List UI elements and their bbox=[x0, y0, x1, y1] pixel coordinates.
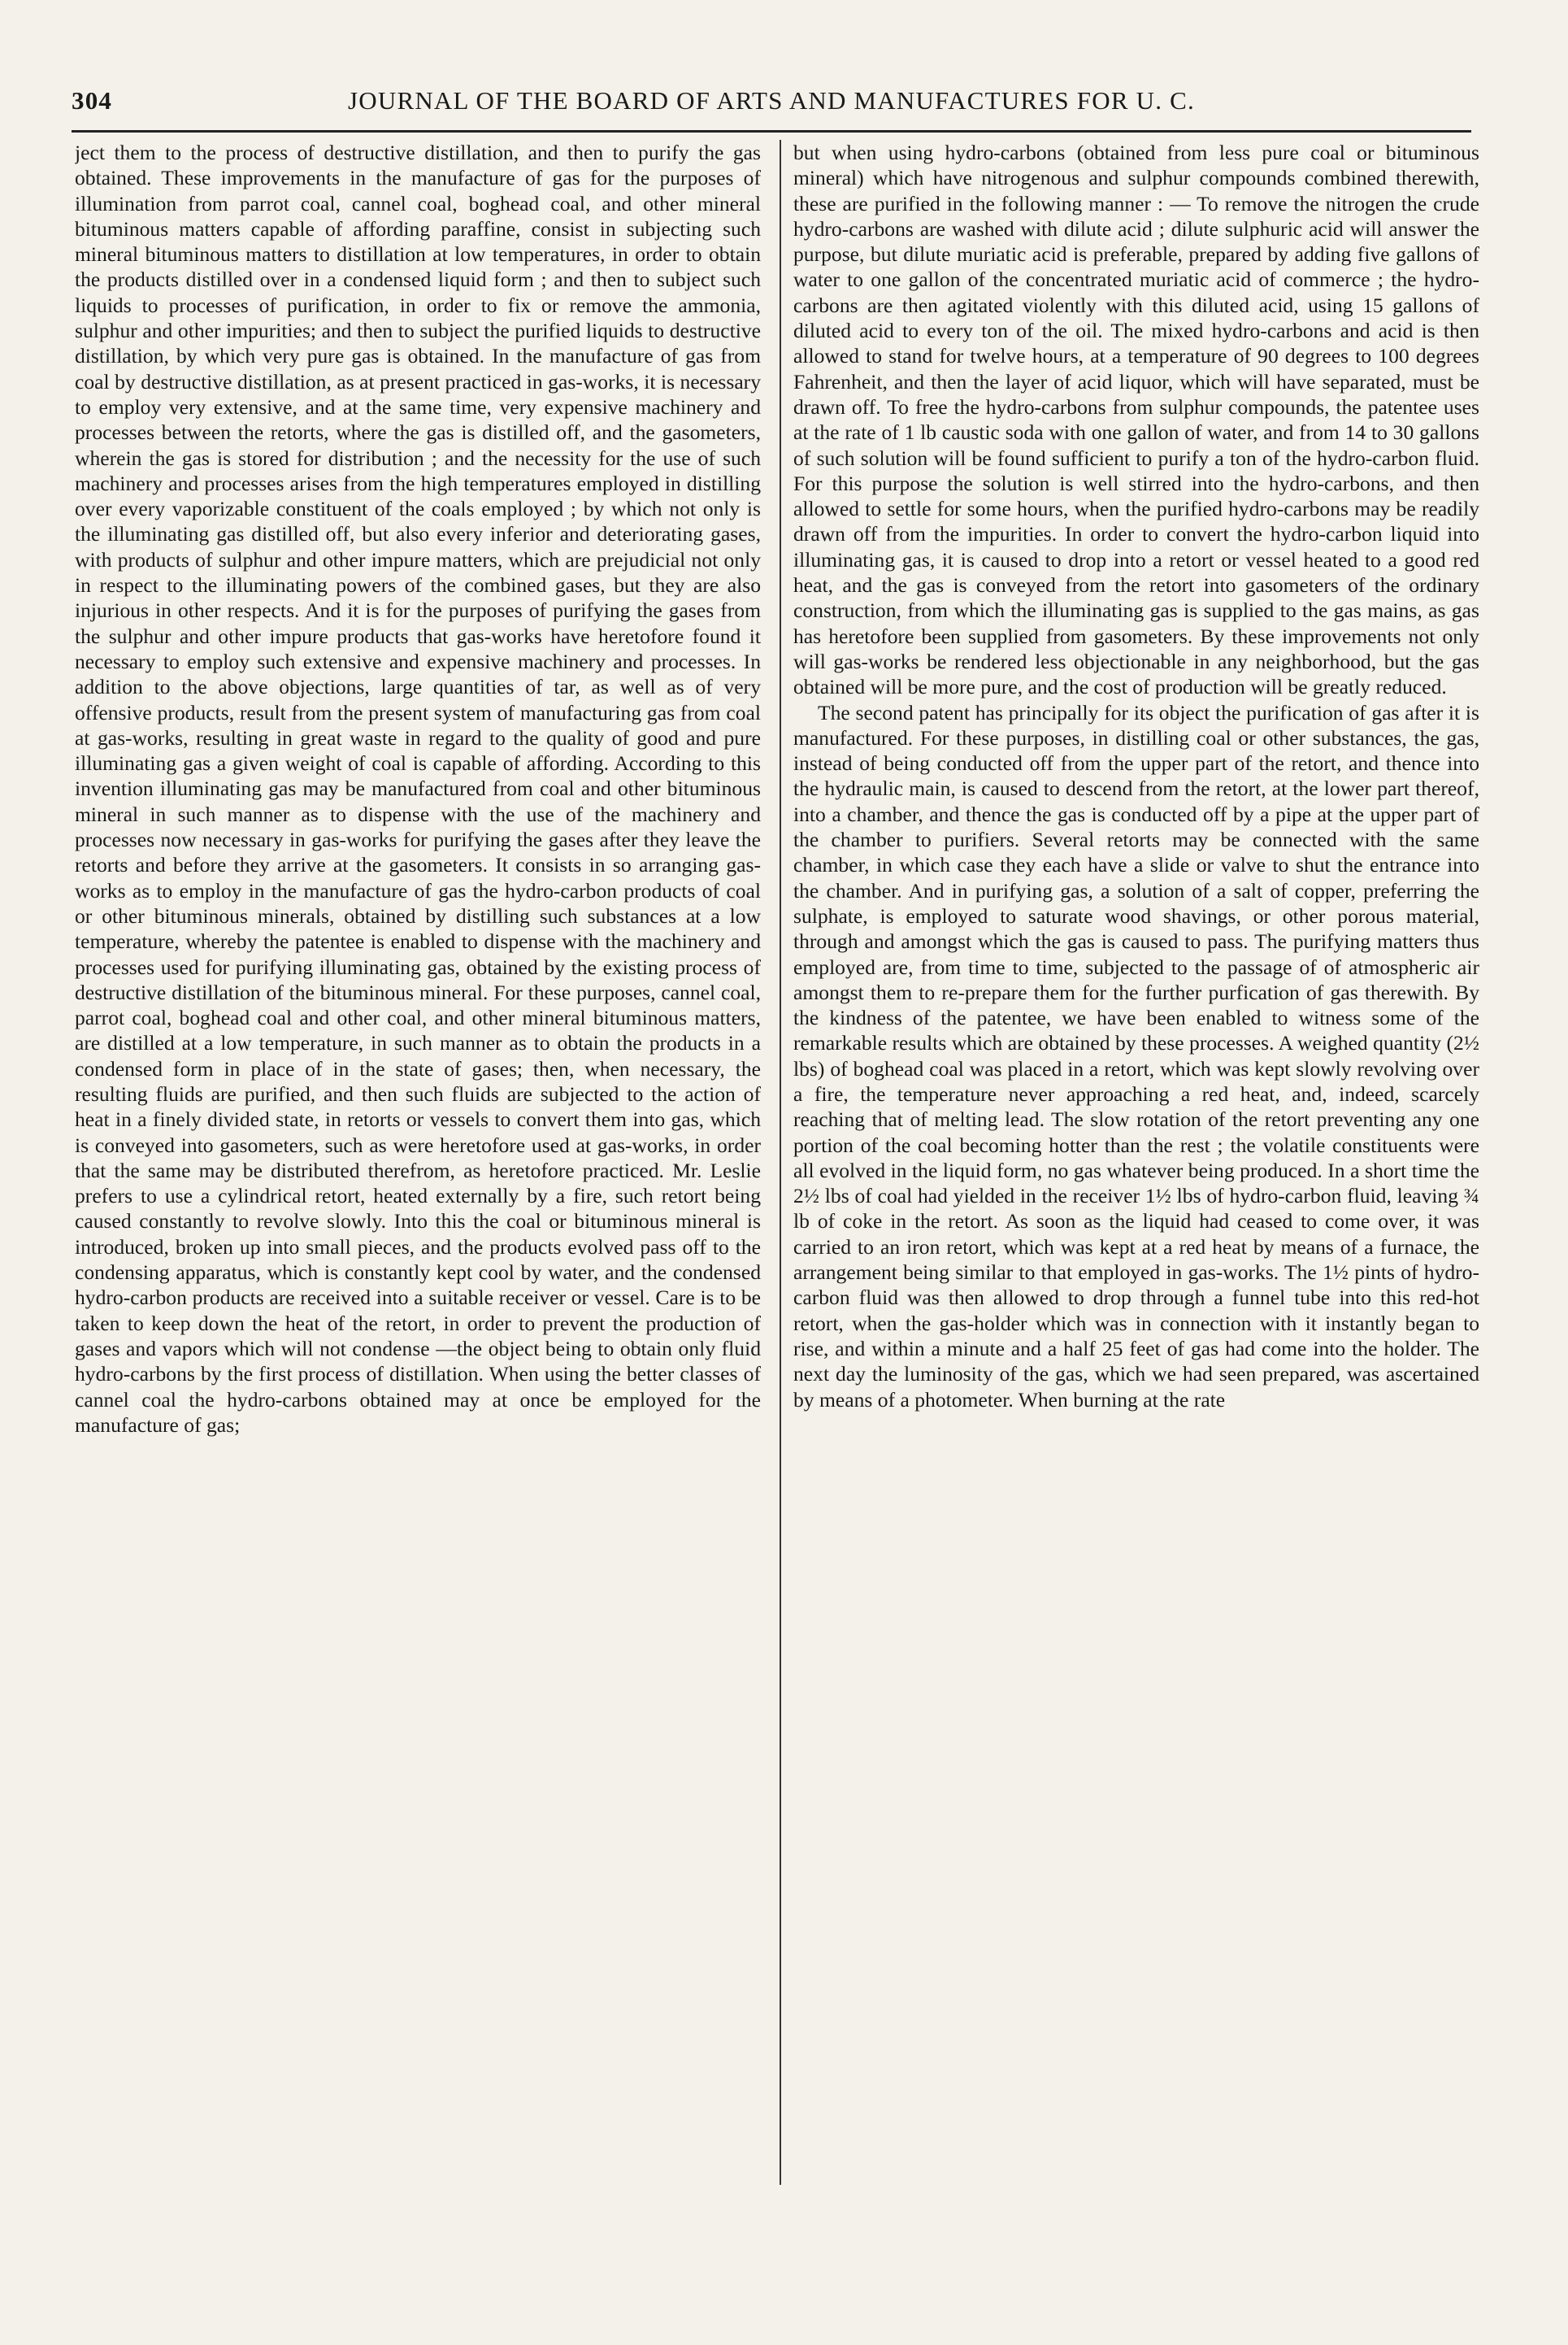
right-paragraph-2: The second patent has principally for its object the purification of gas after it is manufactured. For these purposes, in distilling coal or other substances, the gas, instead of being conducted off from the upper part of the retort, and thence into the hydraulic main, is caused to descend from the retort, at the lower part thereof, into a chamber, and thence the gas is conducted off by a pipe at the upper part of the chamber to purifiers. Several retorts may be connected with the same chamber, in which case they each have a slide or valve to shut the entrance into the chamber. And in purifying gas, a solution of a salt of copper, preferring the sulphate, is employed to saturate wood shavings, or other porous material, through and amongst which the gas is caused to pass. The purifying matters thus employed are, from time to time, subjected to the passage of of atmospheric air amongst them to re-prepare them for the further purfication of gas therewith. By the kindness of the patentee, we have been enabled to witness some of the remarkable results which are obtained by these processes. A weighed quantity (2½ lbs) of boghead coal was placed in a retort, which was kept slowly revolving over a fire, the temperature never approaching a red heat, and, indeed, scarcely reaching that of melting lead. The slow rotation of the retort preventing any one portion of the coal becoming hotter than the rest ; the volatile constituents were all evolved in the liquid form, no gas whatever being produced. In a short time the 2½ lbs of coal had yielded in the receiver 1½ lbs of hydro-carbon fluid, leaving ¾ lb of coke in the retort. As soon as the liquid had ceased to come over, it was carried to an iron retort, which was kept at a red heat by means of a furnace, the arrangement being similar to that employed in gas-works. The 1½ pints of hydro-carbon fluid was then allowed to drop through a funnel tube into this red-hot retort, when the gas-holder which was in connection with it instantly began to rise, and within a minute and a half 25 feet of gas had come into the holder. The next day the luminosity of the gas, which we had seen prepared, was ascertained by means of a photometer. When burning at the rate bbox=[793, 700, 1479, 1412]
right-column bbox=[793, 140, 1479, 2189]
left-paragraph-1: ject them to the process of destructive distillation, and then to purify the gas obtained. These improvements in the manufacture of gas for the purposes of illumination from parrot coal, cannel coal, boghead coal, and other mineral bituminous matters capable of affording paraffine, consist in subjecting such mineral bituminous matters to distillation at low temperatures, in order to obtain the products distilled over in a condensed liquid form ; and then to subject such liquids to processes of purification, in order to fix or remove the ammonia, sulphur and other impurities; and then to subject the purified liquids to destructive distillation, by which very pure gas is obtained. In the manufacture of gas from coal by destructive distillation, as at present practiced in gas-works, it is necessary to employ very extensive, and at the same time, very expensive machinery and processes between the retorts, where the gas is distilled off, and the gasometers, wherein the gas is stored for distribution ; and the necessity for the use of such machinery and processes arises from the high temperatures employed in distilling over every vaporizable constituent of the coals employed ; by which not only is the illuminating gas distilled off, but also every inferior and deteriorating gases, with products of sulphur and other impure matters, which are prejudicial not only in respect to the illuminating powers of the combined gases, but they are also injurious in other respects. And it is for the purposes of purifying the gases from the sulphur and other impure products that gas-works have heretofore found it necessary to employ such extensive and expensive machinery and processes. In addition to the above objections, large quantities of tar, as well as of very offensive products, result from the present system of manufacturing gas from coal at gas-works, resulting in great waste in regard to the quality of good and pure illuminating gas a given weight of coal is capable of affording. According to this invention illuminating gas may be manufactured from coal and other bituminous mineral in such manner as to dispense with the use of the machinery and processes now necessary in gas-works for purifying the gases after they leave the retorts and before they arrive at the gasometers. It consists in so arranging gas-works as to employ in the manufacture of gas the hydro-carbon products of coal or other bituminous minerals, obtained by distilling such substances at a low temperature, whereby the patentee is enabled to dispense with the machinery and processes used for purifying illuminating gas, obtained by the existing process of destructive distillation of the bituminous mineral. For these purposes, cannel coal, parrot coal, boghead coal and other coal, and other mineral bituminous matters, are distilled at a low temperature, in such manner as to obtain the products in a condensed form in place of in the state of gases; then, when necessary, the resulting fluids are purified, and then such fluids are subjected to the action of heat in a finely divided state, in retorts or vessels to convert them into gas, which is conveyed into gasometers, such as were heretofore used at gas-works, in order that the same may be distributed therefrom, as heretofore practiced. Mr. Leslie prefers to use a cylindrical retort, heated externally by a fire, such retort being caused constantly to revolve slowly. Into this the coal or bituminous mineral is introduced, broken up into small pieces, and the products evolved pass off to the condensing apparatus, which is constantly kept cool by water, and the condensed hydro-carbon products are received into a suitable receiver or vessel. Care is to be taken to keep down the heat of the retort, in order to prevent the production of gases and vapors which will not condense —the object being to obtain only fluid hydro-carbons by the first process of distillation. When using the better classes of cannel coal the hydro-carbons obtained may at once be employed for the manufacture of gas; bbox=[75, 141, 761, 1437]
page-number: 304 bbox=[72, 86, 113, 115]
running-title: JOURNAL OF THE BOARD OF ARTS AND MANUFACTURES FOR U. C. bbox=[348, 86, 1195, 115]
right-paragraph-1: but when using hydro-carbons (obtained from less pure coal or bituminous mineral) which have nitrogenous and sulphur compounds combined therewith, these are purified in the following manner : — To remove the nitrogen the crude hydro-carbons are washed with dilute acid ; dilute sulphuric acid will answer the purpose, but dilute muriatic acid is preferable, prepared by adding five gallons of water to one gallon of the concentrated muriatic acid of commerce ; the hydro-carbons are then agitated violently with this diluted acid, using 15 gallons of diluted acid to every ton of the oil. The mixed hydro-carbons and acid is then allowed to stand for twelve hours, at a temperature of 90 degrees to 100 degrees Fahrenheit, and then the layer of acid liquor, which will have separated, must be drawn off. To free the hydro-carbons from sulphur compounds, the patentee uses at the rate of 1 lb caustic soda with one gallon of water, and from 14 to 30 gallons of such solution will be found sufficient to purify a ton of the hydro-carbon fluid. For this purpose the solution is well stirred into the hydro-carbons, and then allowed to settle for some hours, when the purified hydro-carbons may be readily drawn off from the impurities. In order to convert the hydro-carbon liquid into illuminating gas, it is caused to drop into a retort or vessel heated to a good red heat, and the gas is conveyed from the retort into gasometers of the ordinary construction, from which the illuminating gas is supplied to the gas mains, as gas has heretofore been supplied from gasometers. By these improvements not only will gas-works be rendered less objectionable in any neighborhood, but the gas obtained will be more pure, and the cost of production will be greatly reduced. bbox=[793, 141, 1479, 699]
page-header bbox=[72, 78, 1471, 124]
header-rule bbox=[72, 130, 1471, 133]
left-column bbox=[75, 140, 761, 2189]
column-divider bbox=[780, 140, 781, 2185]
